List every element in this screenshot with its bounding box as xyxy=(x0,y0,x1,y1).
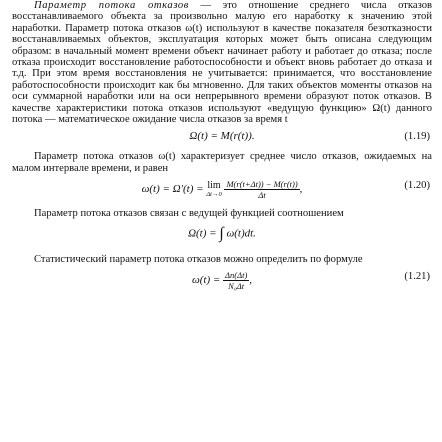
paragraph-relation: Параметр потока отказов связан с ведущей функцией соотношением xyxy=(34,208,344,220)
equation-integral-body: ω(t)dt. xyxy=(226,227,256,240)
equation-number: (1.20) xyxy=(404,180,430,192)
fraction-denominator: Δt xyxy=(258,190,266,201)
equation-integral xyxy=(12,222,432,252)
equation-1-19 xyxy=(12,127,432,149)
equation-1-21-tail: , xyxy=(249,274,253,287)
equation-1-20-tail: , xyxy=(299,183,303,196)
equation-1-20-formula xyxy=(12,179,432,200)
equation-number: (1.21) xyxy=(404,271,430,283)
integral-sign: ∫ xyxy=(219,224,224,242)
limit-subscript: Δt→0 xyxy=(206,190,222,198)
fraction-denominator: N₀Δt xyxy=(228,281,245,292)
paragraph-statistical: Статистический параметр потока отказов можно определить по формуле xyxy=(34,253,363,265)
equation-1-21-lhs: ω(t) = xyxy=(191,274,221,287)
equation-1-20-fraction xyxy=(224,179,299,200)
equation-1-20-lhs: ω(t) = Ω′(t) = xyxy=(141,183,204,196)
equation-1-20 xyxy=(12,176,432,206)
paragraph-characterizes: Параметр потока отказов ω(t) характеризует среднее число отказов, ожидаемых на малом интервале времени, и равен xyxy=(12,151,432,174)
limit-label: lim xyxy=(207,179,221,191)
paragraph-definition-text: — это отношение среднего числа отказов восстанавливаемого объекта за произвольно малую его наработку к значению этой наработки. Параметр потока отказов ω(t) используют в качестве показателя безотказности восстанавливаемых объектов, эксплуатация которых может быть описана следующим образом: в начальный момент времени объект начинает работу и работает до отказа; после отказа происходит восстановление работоспособности и объект вновь работает до отказа и т.д. При этом время восстановления не учитывается: принимается, что восстановление работоспособности происходит как бы мгновенно. Для таких объектов моменты отказов на оси суммарной наработки или на оси непрерывного времени образуют поток отказов. В качестве характеристики потока отказов используют «ведущую функцию» Ω(t) данного потока — математическое ожидание числа отказов за время t xyxy=(12,0,432,126)
term-failure-flow-parameter: Параметр потока отказов xyxy=(34,0,190,11)
equation-1-21 xyxy=(12,267,432,297)
equation-1-21-fraction xyxy=(223,270,249,291)
equation-integral-lhs: Ω(t) = xyxy=(188,227,217,240)
fraction-numerator: Δn(Δt) xyxy=(225,270,248,281)
equation-1-19-formula: Ω(t) = M(r(t)). xyxy=(189,130,255,143)
paragraph-definition xyxy=(12,0,432,125)
fraction-numerator: M(r(t+Δt)) − M(r(t)) xyxy=(226,179,298,190)
equation-number: (1.19) xyxy=(404,131,430,143)
limit-operator xyxy=(206,181,221,199)
equation-integral-formula xyxy=(12,225,432,243)
equation-1-21-formula xyxy=(12,270,432,291)
